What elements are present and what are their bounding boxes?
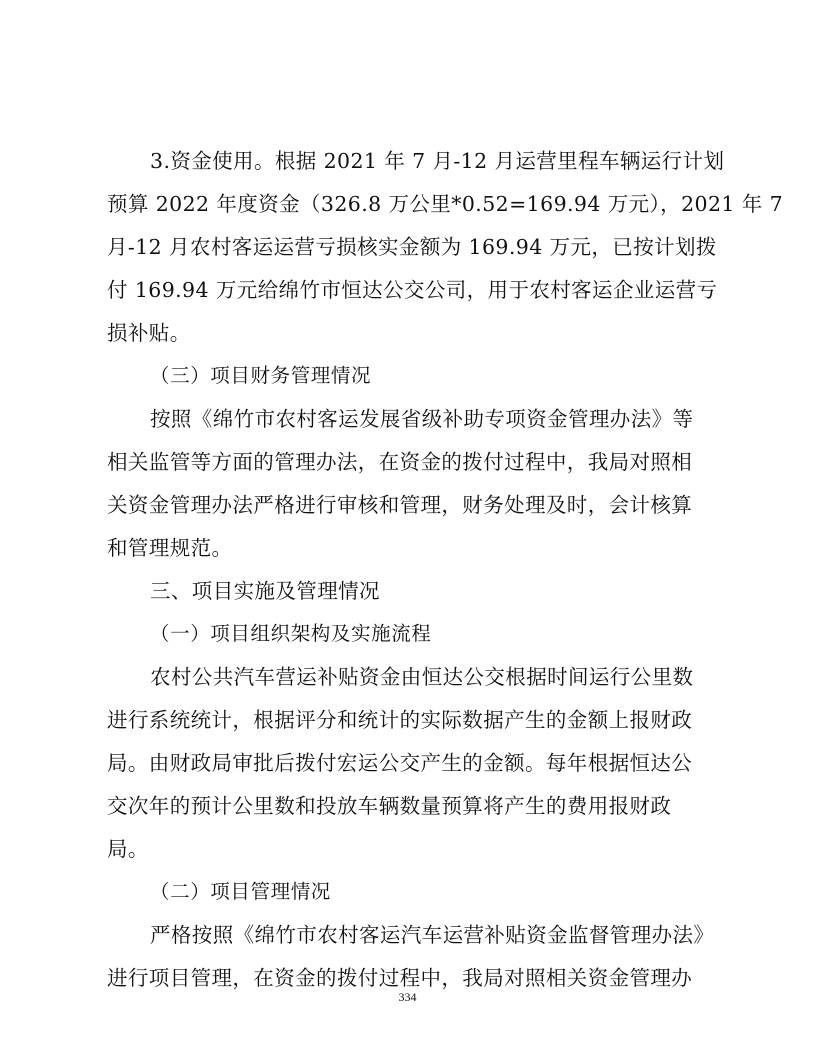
section-heading: （一）项目组织架构及实施流程 <box>150 622 432 645</box>
paragraph-line: 关资金管理办法严格进行审核和管理，财务处理及时，会计核算 <box>107 493 693 517</box>
section-heading: （二）项目管理情况 <box>150 880 331 903</box>
paragraph-line: 预算 2022 年度资金（326.8 万公里*0.52=169.94 万元），2021 年 7 <box>107 192 784 216</box>
paragraph-line: 按照《绵竹市农村客运发展省级补助专项资金管理办法》等 <box>150 407 694 431</box>
paragraph-line: 损补贴。 <box>107 321 191 345</box>
paragraph-line: 农村公共汽车营运补贴资金由恒达公交根据时间运行公里数 <box>150 665 694 689</box>
paragraph-line: 局。由财政局审批后拨付宏运公交产生的金额。每年根据恒达公 <box>107 751 693 775</box>
paragraph-line: 月-12 月农村客运运营亏损核实金额为 169.94 万元，已按计划拨 <box>107 235 717 259</box>
paragraph-line: 交次年的预计公里数和投放车辆数量预算将产生的费用报财政 <box>107 794 672 818</box>
chapter-heading: 三、项目实施及管理情况 <box>150 579 380 603</box>
page-number: 334 <box>398 990 417 1004</box>
paragraph-line: 3.资金使用。根据 2021 年 7 月-12 月运营里程车辆运行计划 <box>150 149 725 173</box>
paragraph-line: 进行系统统计，根据评分和统计的实际数据产生的金额上报财政 <box>107 708 693 732</box>
paragraph-line: 局。 <box>107 837 149 861</box>
paragraph-line: 相关监管等方面的管理办法，在资金的拨付过程中，我局对照相 <box>107 450 693 474</box>
paragraph-line: 付 169.94 万元给绵竹市恒达公交公司，用于农村客运企业运营亏 <box>107 278 718 302</box>
paragraph-line: 进行项目管理，在资金的拨付过程中，我局对照相关资金管理办 <box>107 966 693 990</box>
section-heading: （三）项目财务管理情况 <box>150 364 372 387</box>
paragraph-line: 严格按照《绵竹市农村客运汽车运营补贴资金监督管理办法》 <box>150 923 715 947</box>
paragraph-line: 和管理规范。 <box>107 536 233 560</box>
